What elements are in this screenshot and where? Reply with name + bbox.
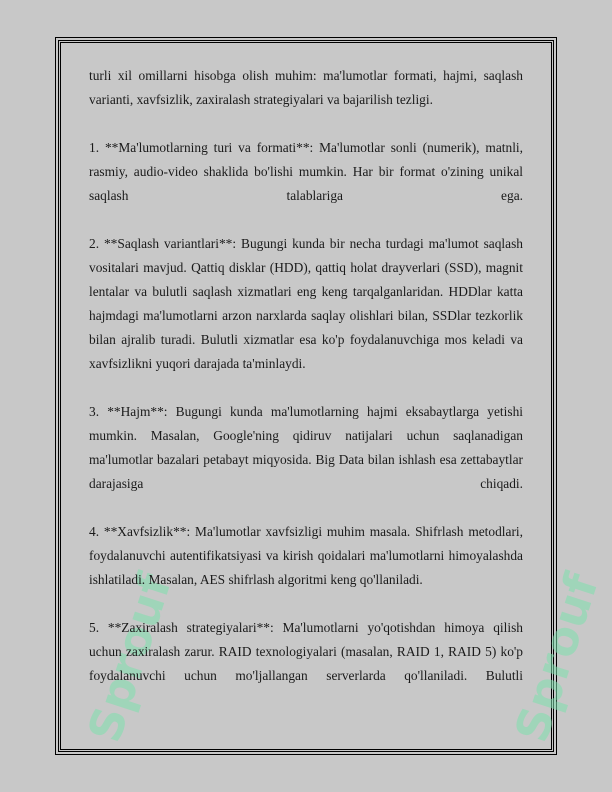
paragraph-1-data-types: 1. **Ma'lumotlarning turi va formati**: Ma'lumotlar sonli (numerik), matnli, rasmiy, audio-video shaklida bo'lishi mumkin. Har bir format o'zining unikal saqlash talablariga ega. xyxy=(89,140,523,203)
document-body xyxy=(89,64,523,712)
watermark-text-right: Sprouf xyxy=(504,567,609,749)
paragraph-5-backup-strategies: 5. **Zaxiralash strategiyalari**: Ma'lumotlarni yo'qotishdan himoya qilish uchun zaxiralash zarur. RAID texnologiyalari (masalan, RAID 1, RAID 5) ko'p foydalanuvchi uchun mo'ljallangan serverlarda qo'llaniladi. Bulutli xyxy=(89,620,523,683)
watermark-text-left: Sprouf xyxy=(77,567,182,749)
paragraph-4-security: 4. **Xavfsizlik**: Ma'lumotlar xavfsizligi muhim masala. Shifrlash metodlari, foydalanuvchi autentifikatsiyasi va kirish qoidalari ma'lumotlarni himoyalashda ishlatiladi. Masalan, AES shifrlash algoritmi keng qo'llaniladi. xyxy=(89,524,523,587)
paragraph-2-storage-options: 2. **Saqlash variantlari**: Bugungi kunda bir necha turdagi ma'lumot saqlash vositalari mavjud. Qattiq disklar (HDD), qattiq holat drayverlari (SSD), magnit lentalar va bulutli saqlash xizmatlari eng keng tarqalganlaridan. HDDlar katta hajmdagi ma'lumotlarni arzon narxlarda saqlay olishlari bilan, SSDlar tezkorlik bilan ajralib turadi. Bulutli xizmatlar esa ko'p foydalanuvchiga mos keladi va xavfsizlikni yuqori darajada ta'minlaydi. xyxy=(89,236,523,371)
paragraph-intro: turli xil omillarni hisobga olish muhim: ma'lumotlar formati, hajmi, saqlash varianti, xavfsizlik, zaxiralash strategiyalari va bajarilish tezligi. xyxy=(89,68,523,107)
paragraph-3-volume: 3. **Hajm**: Bugungi kunda ma'lumotlarning hajmi eksabaytlarga yetishi mumkin. Masalan, Google'ning qidiruv natijalari uchun saqlanadigan ma'lumotlar bazalari petabayt miqyosida. Big Data bilan ishlash esa zettabaytlar darajasiga chiqadi. xyxy=(89,404,523,491)
